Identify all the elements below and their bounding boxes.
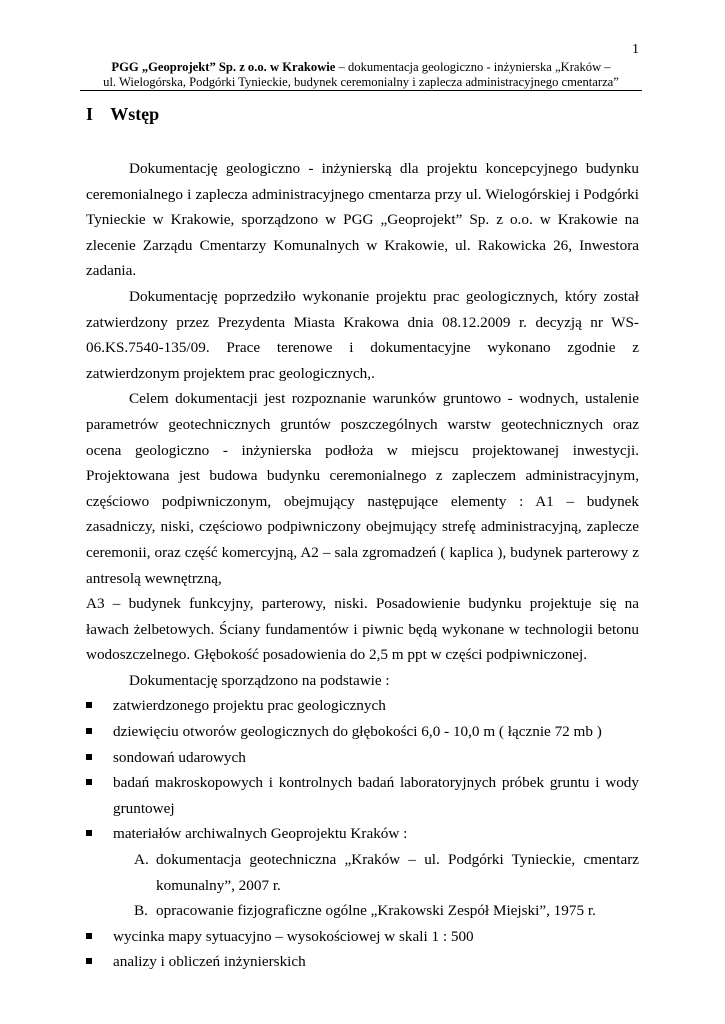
section-title-text: Wstęp (110, 104, 160, 124)
bullet-square-icon (86, 779, 92, 785)
header-divider (80, 90, 642, 91)
list-item (86, 949, 639, 975)
bullet-square-icon (86, 830, 92, 836)
header-company: PGG „Geoprojekt” Sp. z o.o. w Krakowie (111, 60, 336, 74)
paragraph-purpose-continued: A3 – budynek funkcyjny, parterowy, niski. Posadowienie budynku projektuje się na ławach żelbetowych. Ściany fundamentów i piwnic będą wykonane w technologii betonu wodoszczelnego. Głębokość posadowienia do 2,5 m ppt w części podpiwniczonej. (86, 595, 639, 664)
list-item (86, 693, 639, 719)
bullet-square-icon (86, 754, 92, 760)
paragraph-intro: Dokumentację geologiczno - inżynierską dla projektu koncepcyjnego budynku ceremonialnego i zaplecza administracyjnego cmentarza przy ul. Wielogórskiej i Podgórki Tynieckie w Krakowie, sporządzono w PGG „Geoprojekt” Sp. z o.o. w Krakowie na zlecenie Zarządu Cmentarzy Komunalnych w Krakowie, ul. Rakowicka 26, Inwestora zadania. (86, 160, 639, 280)
list-item-text: wycinka mapy sytuacyjno – wysokościowej w skali 1 : 500 (113, 927, 474, 945)
bullet-square-icon (86, 933, 92, 939)
page-number: 1 (632, 42, 639, 57)
list-item-text: zatwierdzonego projektu prac geologicznych (113, 697, 386, 715)
section-number: I (86, 104, 94, 124)
header-line-1-rest: – dokumentacja geologiczno - inżynierska „Kraków – (335, 60, 611, 74)
list-item (86, 924, 639, 950)
paragraph-basis: Dokumentację sporządzono na podstawie : (129, 671, 390, 689)
sub-list-text: opracowanie fizjograficzne ogólne „Krakowski Zespół Miejski”, 1975 r. (156, 902, 596, 920)
list-item-text: dziewięciu otworów geologicznych do głębokości 6,0 - 10,0 m ( łącznie 72 mb ) (113, 723, 602, 741)
list-item-text: materiałów archiwalnych Geoprojektu Kraków : (113, 825, 408, 843)
sub-list-letter: A. (134, 851, 149, 869)
list-item-text: sondowań udarowych (113, 748, 246, 766)
document-body (86, 156, 639, 975)
list-item (86, 719, 639, 745)
running-header (80, 60, 642, 90)
list-item-text: analizy i obliczeń inżynierskich (113, 953, 306, 971)
sub-list-item (113, 847, 639, 898)
list-item (86, 821, 639, 923)
bullet-square-icon (86, 958, 92, 964)
header-line-1 (80, 60, 642, 75)
paragraph-purpose: Celem dokumentacji jest rozpoznanie warunków gruntowo - wodnych, ustalenie parametrów geotechnicznych gruntów poszczególnych warstw geotechnicznych oraz ocena geologiczno - inżynierska podłoża w miejscu projektowanej inwestycji. Projektowana jest budowa budynku ceremonialnego z zapleczem administracyjnym, częściowo podpiwniczonym, obejmujący następujące elementy : A1 – budynek zasadniczy, niski, częściowo podpiwniczony obejmujący strefę administracyjną, zaplecze ceremonii, oraz część komercyjną, A2 – sala zgromadzeń ( kaplica ), budynek parterowy z antresolą wewnętrzną, (86, 390, 639, 587)
sub-list-text: dokumentacja geotechniczna „Kraków – ul. Podgórki Tynieckie, cmentarz komunalny”, 2007 r. (156, 851, 639, 894)
bullet-square-icon (86, 728, 92, 734)
section-title (86, 104, 159, 125)
sub-list-letter: B. (134, 902, 148, 920)
list-item (86, 770, 639, 821)
list-item (86, 745, 639, 771)
basis-list (86, 693, 639, 975)
paragraph-project: Dokumentację poprzedziło wykonanie projektu prac geologicznych, który został zatwierdzony przez Prezydenta Miasta Krakowa dnia 08.12.2009 r. decyzją nr WS-06.KS.7540-135/09. Prace terenowe i dokumentacyjne wykonano zgodnie z zatwierdzonym projektem prac geologicznych,. (86, 287, 639, 382)
sub-list-item (113, 898, 639, 924)
header-line-2: ul. Wielogórska, Podgórki Tynieckie, budynek ceremonialny i zaplecza administracyjnego cmentarza” (103, 75, 619, 89)
list-item-text: badań makroskopowych i kontrolnych badań laboratoryjnych próbek gruntu i wody gruntowej (113, 774, 639, 817)
archival-materials-list (113, 847, 639, 924)
bullet-square-icon (86, 702, 92, 708)
